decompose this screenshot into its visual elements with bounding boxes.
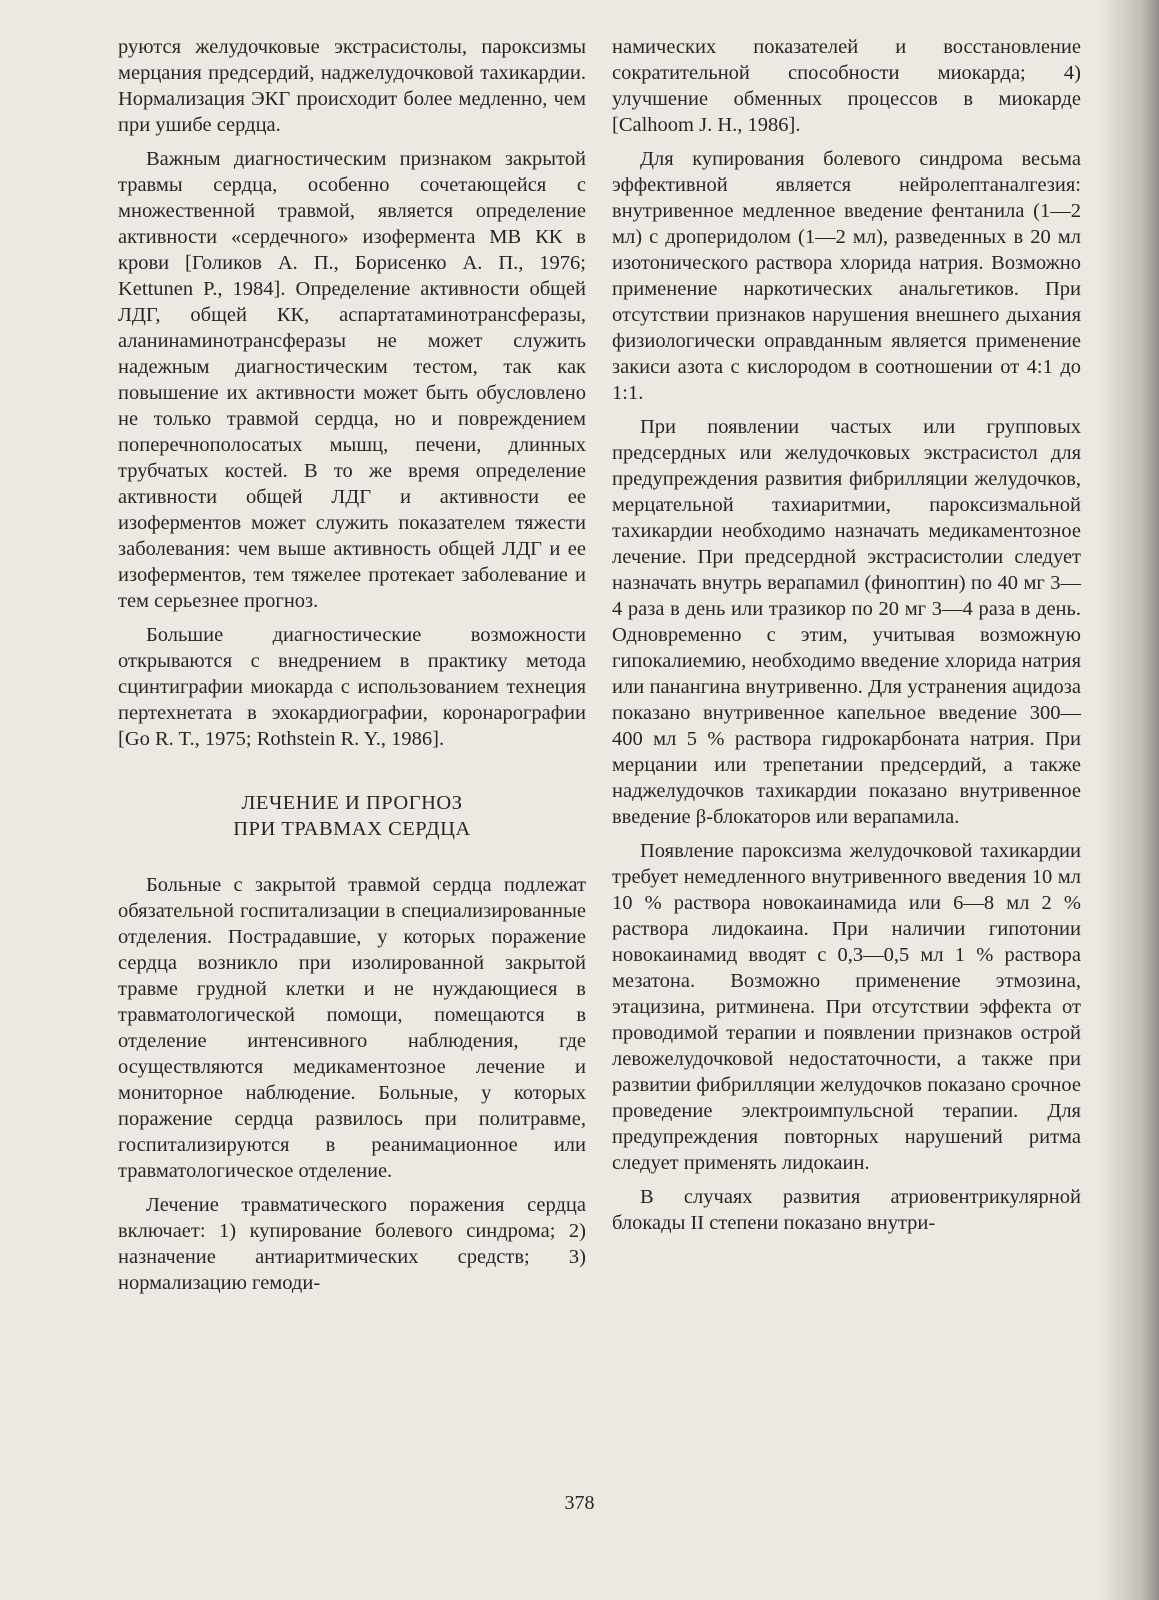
paragraph: Важным диагностическим признаком закрытой травмы сердца, особенно сочетающейся с множественной травмой, является определение активности «сердечного» изофермента МВ КК в крови [Голиков А. П., Борисенко А. П., 1976; Kettunen P., 1984]. Определение активности общей ЛДГ, общей КК, аспартатаминотрансферазы, аланинаминотрансферазы не может служить надежным диагностическим тестом, так как повышение их активности может быть обусловлено не только травмой сердца, но и повреждением поперечнополосатых мышц, печени, длинных трубчатых костей. В то же время определение активности общей ЛДГ и активности ее изоферментов может служить показателем тяжести заболевания: чем выше активность общей ЛДГ и ее изоферментов, тем тяжелее протекает заболевание и тем серьезнее прогноз. (118, 148, 586, 612)
left-column (118, 34, 586, 1304)
section-heading (118, 790, 586, 842)
paragraph: Для купирования болевого синдрома весьма эффективной является нейролептаналгезия: внутривенное медленное введение фентанила (1—2 мл) с дроперидолом (1—2 мл), разведенных в 20 мл изотонического раствора хлорида натрия. Возможно применение наркотических анальгетиков. При отсутствии признаков нарушения внешнего дыхания физиологически оправданным является применение закиси азота с кислородом в соотношении от 4:1 до 1:1. (612, 148, 1081, 404)
paragraph: руются желудочковые экстрасистолы, пароксизмы мерцания предсердий, наджелудочковой тахикардии. Нормализация ЭКГ происходит более медленно, чем при ушибе сердца. (118, 36, 586, 136)
paragraph: Больные с закрытой травмой сердца подлежат обязательной госпитализации в специализированные отделения. Пострадавшие, у которых поражение сердца возникло при изолированной закрытой травме грудной клетки и не нуждающиеся в травматологической помощи, помещаются в отделение интенсивного наблюдения, где осуществляются медикаментозное лечение и мониторное наблюдение. Больные, у которых поражение сердца развилось при политравме, госпитализируются в реанимационное или травматологическое отделение. (118, 874, 586, 1182)
paragraph: намических показателей и восстановление сократительной способности миокарда; 4) улучшение обменных процессов в миокарде [Calhoom J. H., 1986]. (612, 36, 1081, 136)
paragraph: Появление пароксизма желудочковой тахикардии требует немедленного внутривенного введения 10 мл 10 % раствора новокаинамида или 6—8 мл 2 % раствора лидокаина. При наличии гипотонии новокаинамид вводят с 0,3—0,5 мл 1 % раствора мезатона. Возможно применение этмозина, этацизина, ритминена. При отсутствии эффекта от проводимой терапии и появлении признаков острой левожелудочковой недостаточности, а также при развитии фибрилляции желудочков показано срочное проведение электроимпульсной терапии. Для предупреждения повторных нарушений ритма следует применять лидокаин. (612, 840, 1081, 1174)
right-column (612, 34, 1081, 1244)
paragraph: Лечение травматического поражения сердца включает: 1) купирование болевого синдрома; 2) назначение антиаритмических средств; 3) нормализацию гемоди- (118, 1194, 586, 1294)
page-number: 378 (564, 1492, 595, 1514)
section-heading-line: ПРИ ТРАВМАХ СЕРДЦА (233, 818, 471, 840)
paragraph: В случаях развития атриовентрикулярной блокады II степени показано внутри- (612, 1186, 1081, 1234)
paragraph: При появлении частых или групповых предсердных или желудочковых экстрасистол для предупреждения развития фибрилляции желудочков, мерцательной тахиаритмии, пароксизмальной тахикардии необходимо назначать медикаментозное лечение. При предсердной экстрасистолии следует назначать внутрь верапамил (финоптин) по 40 мг 3—4 раза в день или тразикор по 20 мг 3—4 раза в день. Одновременно с этим, учитывая возможную гипокалиемию, необходимо введение хлорида натрия или панангина внутривенно. Для устранения ацидоза показано внутривенное капельное введение 300—400 мл 5 % раствора гидрокарбоната натрия. При мерцании или трепетании предсердий, а также наджелудочков тахикардии показано внутривенное введение β-блокаторов или верапамила. (612, 416, 1081, 828)
paragraph: Большие диагностические возможности открываются с внедрением в практику метода сцинтиграфии миокарда с использованием технеция пертехнетата в эхокардиографии, коронарографии [Go R. T., 1975; Rothstein R. Y., 1986]. (118, 624, 586, 750)
section-heading-line: ЛЕЧЕНИЕ И ПРОГНОЗ (241, 792, 463, 814)
page-edge-shadow (1099, 0, 1159, 1600)
